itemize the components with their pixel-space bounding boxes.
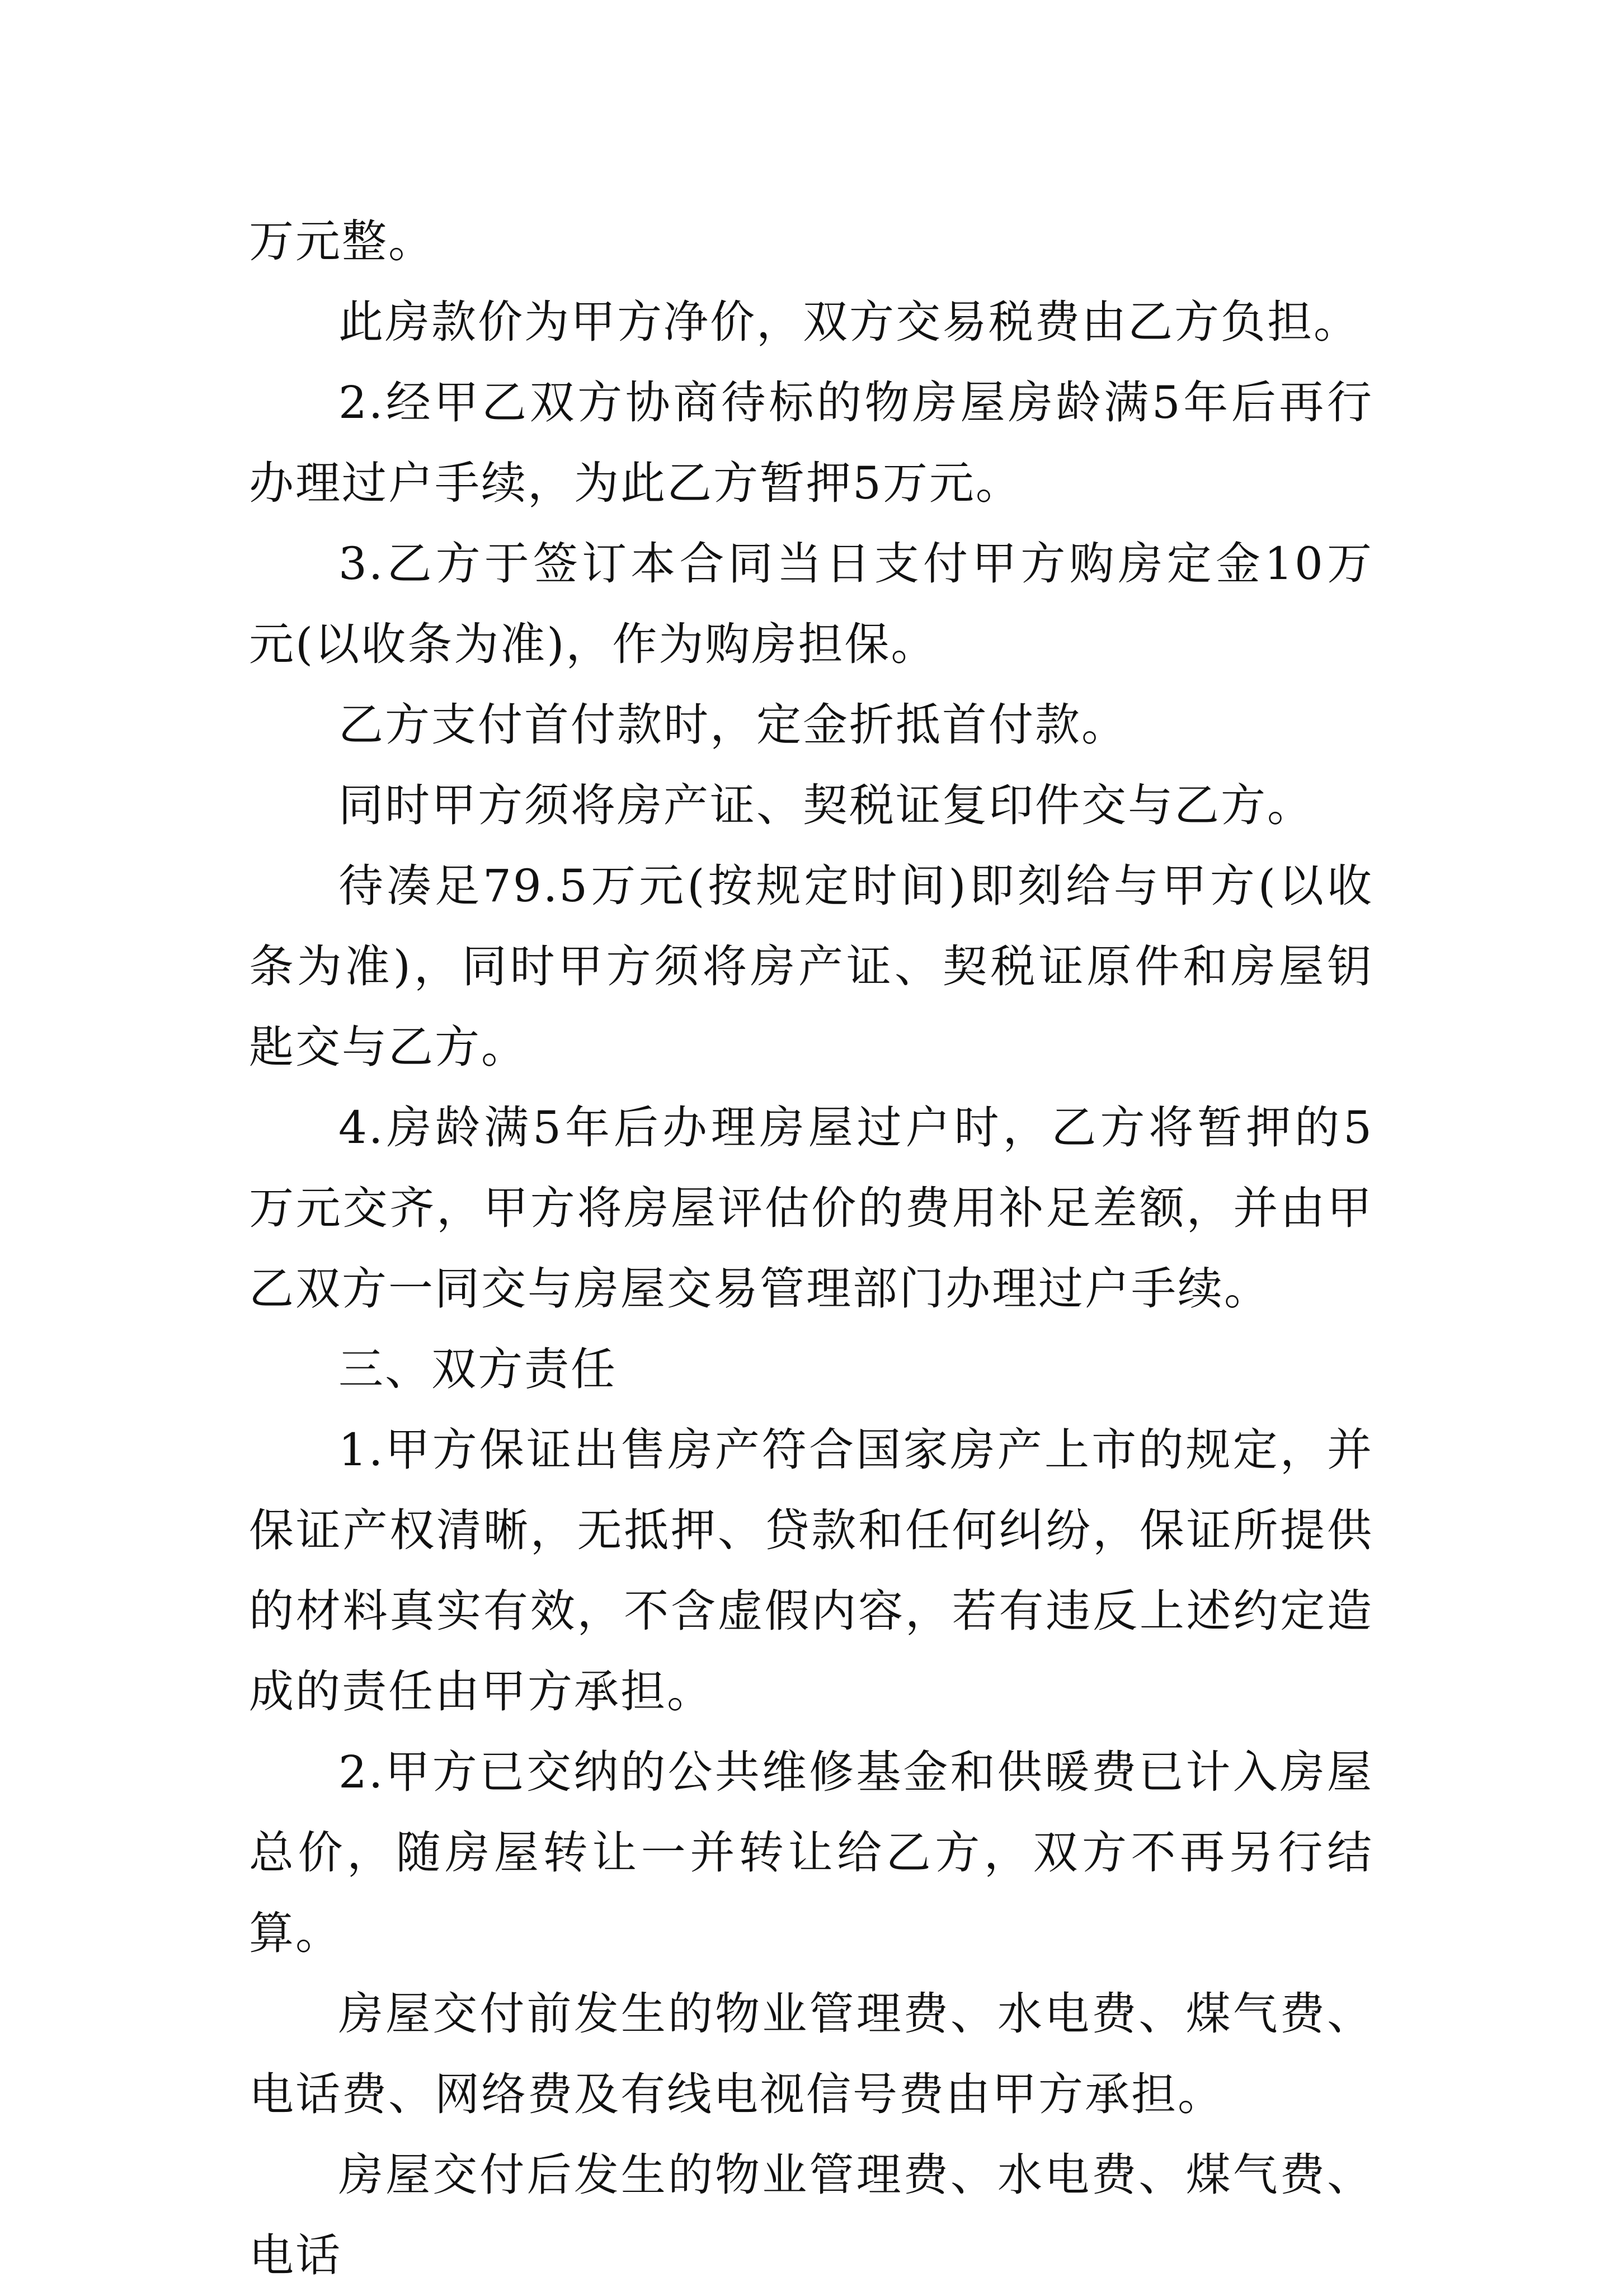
paragraph: 房屋交付后发生的物业管理费、水电费、煤气费、电话 bbox=[249, 2149, 1373, 2281]
paragraph: 1.甲方保证出售房产符合国家房产上市的规定，并保证产权清晰，无抵押、贷款和任何纠纷，保证所提供的材料真实有效，不含虚假内容，若有违反上述约定造成的责任由甲方承担。 bbox=[249, 1424, 1373, 1718]
document-body bbox=[249, 201, 1373, 2296]
paragraph: 3.乙方于签订本合同当日支付甲方购房定金10万元(以收条为准)，作为购房担保。 bbox=[249, 538, 1373, 670]
paragraph: 此房款价为甲方净价，双方交易税费由乙方负担。 bbox=[338, 296, 1360, 348]
paragraph: 2.甲方已交纳的公共维修基金和供暖费已计入房屋总价，随房屋转让一并转让给乙方，双方不再另行结算。 bbox=[249, 1746, 1373, 1959]
paragraph: 2.经甲乙双方协商待标的物房屋房龄满5年后再行办理过户手续，为此乙方暂押5万元。 bbox=[249, 377, 1373, 509]
paragraph: 4.房龄满5年后办理房屋过户时，乙方将暂押的5万元交齐，甲方将房屋评估价的费用补足差额，并由甲乙双方一同交与房屋交易管理部门办理过户手续。 bbox=[249, 1102, 1373, 1315]
paragraph: 乙方支付首付款时，定金折抵首付款。 bbox=[338, 699, 1128, 751]
section-heading: 三、双方责任 bbox=[338, 1343, 617, 1395]
paragraph: 万元整。 bbox=[249, 215, 435, 267]
paragraph: 待凑足79.5万元(按规定时间)即刻给与甲方(以收条为准)，同时甲方须将房产证、契税证原件和房屋钥匙交与乙方。 bbox=[249, 860, 1373, 1073]
paragraph: 同时甲方须将房产证、契税证复印件交与乙方。 bbox=[338, 779, 1314, 831]
paragraph: 房屋交付前发生的物业管理费、水电费、煤气费、电话费、网络费及有线电视信号费由甲方承担。 bbox=[249, 1988, 1373, 2120]
